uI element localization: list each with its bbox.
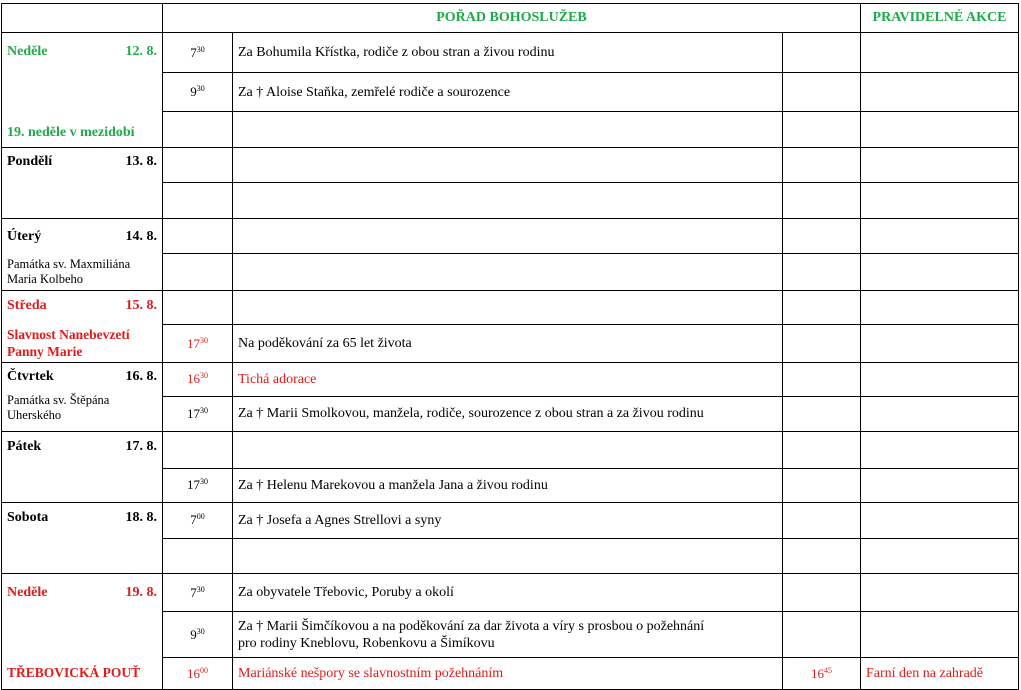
event-text: Farní den na zahradě bbox=[861, 658, 1019, 690]
day-name: Středa bbox=[7, 298, 47, 313]
day-date: 13. 8. bbox=[125, 154, 157, 169]
day-date: 16. 8. bbox=[125, 369, 157, 384]
day-cell-sunday-12 bbox=[2, 33, 163, 148]
service-time: $7^{00}$ bbox=[163, 503, 233, 539]
day-cell-monday bbox=[2, 148, 163, 219]
day-cell-friday bbox=[2, 432, 163, 503]
event-text-cell bbox=[861, 73, 1019, 112]
service-time: $16^{30}$ bbox=[163, 363, 233, 397]
service-time: $17^{30}$ bbox=[163, 468, 233, 503]
service-text: Za obyvatele Třebovic, Poruby a okolí bbox=[233, 574, 783, 612]
service-text-line1: Za † Marii Šimčíkovou a na poděkování za dar života a víry s prosbou o požehnání bbox=[238, 618, 705, 634]
service-time: $16^{00}$ bbox=[163, 658, 233, 690]
day-note-line2: Panny Marie bbox=[7, 344, 83, 359]
event-text-cell bbox=[861, 33, 1019, 73]
program-header: POŘAD BOHOSLUŽEB bbox=[163, 4, 861, 33]
day-date: 17. 8. bbox=[125, 439, 157, 454]
day-name: Čtvrtek bbox=[7, 369, 54, 384]
day-name: Pondělí bbox=[7, 154, 53, 169]
day-date: 14. 8. bbox=[125, 229, 157, 244]
day-name: Pátek bbox=[7, 439, 42, 454]
service-text: Za † Marii Smolkovou, manžela, rodiče, sourozence z obou stran a za živou rodinu bbox=[233, 396, 783, 431]
event-time: $16^{45}$ bbox=[783, 658, 861, 690]
day-name: Úterý bbox=[7, 229, 42, 244]
events-header: PRAVIDELNÉ AKCE bbox=[861, 4, 1019, 33]
day-note-line2: Uherského bbox=[7, 408, 62, 422]
service-text bbox=[233, 112, 783, 148]
day-cell-wednesday bbox=[2, 291, 163, 363]
day-cell-tuesday bbox=[2, 219, 163, 291]
day-note-line2: Maria Kolbeho bbox=[7, 272, 84, 286]
event-text-cell bbox=[861, 112, 1019, 148]
day-date: 19. 8. bbox=[125, 585, 157, 600]
service-text: Na poděkování za 65 let života bbox=[233, 325, 783, 363]
service-time: $9^{30}$ bbox=[163, 612, 233, 658]
service-text: Za † Josefa a Agnes Strellovi a syny bbox=[233, 503, 783, 539]
day-date: 18. 8. bbox=[125, 510, 157, 525]
event-time-cell bbox=[783, 33, 861, 73]
day-name: Sobota bbox=[7, 510, 49, 525]
day-name: Neděle bbox=[7, 44, 48, 59]
schedule-table bbox=[1, 3, 1019, 690]
service-text: Za † Helenu Marekovou a manžela Jana a živou rodinu bbox=[233, 468, 783, 503]
service-text: Za † Aloise Staňka, zemřelé rodiče a sourozence bbox=[233, 73, 783, 112]
service-text: Za Bohumila Křístka, rodiče z obou stran a živou rodinu bbox=[233, 33, 783, 73]
header-blank-cell bbox=[2, 4, 163, 33]
day-date: 15. 8. bbox=[125, 298, 157, 313]
day-cell-thursday bbox=[2, 363, 163, 432]
service-time: $17^{30}$ bbox=[163, 396, 233, 431]
event-time-cell bbox=[783, 73, 861, 112]
day-note: TŘEBOVICKÁ POUŤ bbox=[7, 665, 141, 680]
service-time: $7^{30}$ bbox=[163, 574, 233, 612]
day-note-line1: Památka sv. Štěpána bbox=[7, 393, 110, 407]
day-date: 12. 8. bbox=[125, 44, 157, 59]
day-note-line1: Památka sv. Maxmiliána bbox=[7, 257, 131, 271]
service-time: $17^{30}$ bbox=[163, 325, 233, 363]
service-time bbox=[163, 112, 233, 148]
service-text-line2: pro rodiny Kneblovu, Robenkovu a Šimíkovu bbox=[238, 635, 495, 651]
day-note: 19. neděle v mezidobí bbox=[7, 125, 135, 140]
day-name: Neděle bbox=[7, 585, 48, 600]
service-time: $9^{30}$ bbox=[163, 73, 233, 112]
day-cell-saturday bbox=[2, 503, 163, 574]
day-note-line1: Slavnost Nanebevzetí bbox=[7, 327, 130, 342]
service-text: Tichá adorace bbox=[233, 363, 783, 397]
service-text: Mariánské nešpory se slavnostním požehnáním bbox=[233, 658, 783, 690]
day-cell-sunday-19 bbox=[2, 574, 163, 690]
service-time: $7^{30}$ bbox=[163, 33, 233, 73]
event-time-cell bbox=[783, 112, 861, 148]
service-text bbox=[233, 612, 783, 658]
